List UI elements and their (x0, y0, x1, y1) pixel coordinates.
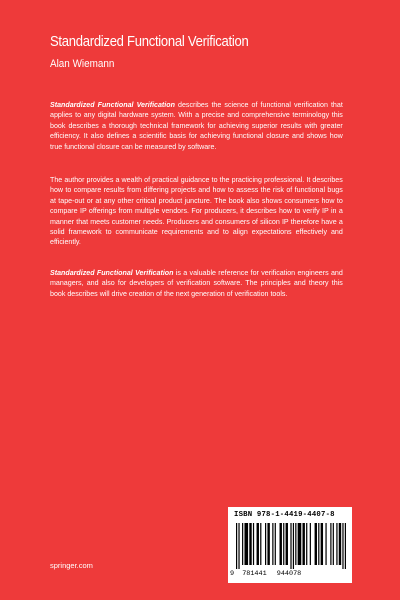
barcode-bar (302, 523, 304, 565)
barcode-digits (230, 570, 350, 578)
blurb-paragraph-1-text: describes the science of functional verification that applies to any digital hardware system. With a precise and comprehensive terminology this book describes a thorough technical framework for achieving superior results with greater efficiency. It also defines a scientific basis for achieving functional closure and shows how true functional closure can be measured by software. (50, 100, 343, 151)
barcode-bar (238, 523, 239, 569)
barcode-bar (310, 523, 311, 565)
barcode-bar (257, 523, 259, 565)
barcode-bar (280, 523, 282, 565)
isbn-barcode (228, 507, 352, 583)
barcode-bar (265, 523, 266, 565)
barcode-bar (244, 523, 248, 565)
barcode-bar (342, 523, 343, 569)
blurb-paragraph-2: The author provides a wealth of practical guidance to the practicing professional. It describes how to compare results from differing projects and how to assess the risk of functional bugs at tape-out or at any other critical product juncture. The book also shows consumers how to compare IP offerings from multiple vendors. For producers, it describes how to verify IP in a manner that meets customer needs. Producers and consumers of silicon IP therefore have a solid framework to communicate requirements and to align expectations effectively and efficiently. (50, 175, 343, 247)
barcode-bar (336, 523, 337, 565)
barcode-bar (242, 523, 243, 565)
barcode-bars (236, 523, 346, 569)
blurb-paragraph-1 (50, 100, 343, 152)
barcode-bar (272, 523, 273, 565)
barcode-bar (260, 523, 261, 565)
blurb-emphasis-title: Standardized Functional Verification (50, 268, 174, 277)
barcode-bar (253, 523, 254, 565)
book-author: Alan Wiemann (50, 58, 115, 70)
barcode-bar (298, 523, 302, 565)
barcode-bar (283, 523, 284, 565)
barcode-bar (330, 523, 331, 565)
barcode-bar (306, 523, 307, 565)
barcode-bar (333, 523, 334, 565)
barcode-bar (345, 523, 346, 569)
barcode-first-digit: 9 (230, 570, 235, 578)
blurb-emphasis-title: Standardized Functional Verification (50, 100, 175, 109)
barcode-bar (236, 523, 237, 569)
blurb-paragraph-3-text: is a valuable reference for verification engineers and managers, and also for developers of verification software. The principles and theory this book describes will drive creation of the next generation of verification tools. (50, 268, 343, 298)
barcode-right-digits: 944078 (276, 570, 302, 578)
barcode-bar (293, 523, 294, 569)
isbn-label: ISBN 978-1-4419-4407-8 (234, 511, 335, 519)
barcode-bar (267, 523, 269, 565)
barcode-bar (318, 523, 319, 565)
blurb-paragraph-3 (50, 268, 343, 299)
barcode-bar (290, 523, 291, 569)
barcode-bar (325, 523, 326, 565)
barcode-bar (321, 523, 323, 565)
publisher-url: springer.com (50, 561, 93, 570)
barcode-bar (249, 523, 251, 565)
book-title: Standardized Functional Verification (50, 34, 249, 50)
barcode-bar (275, 523, 276, 565)
barcode-bar (339, 523, 341, 565)
barcode-bar (315, 523, 317, 565)
barcode-left-digits: 781441 (242, 570, 267, 578)
barcode-bar (295, 523, 296, 565)
barcode-bar (286, 523, 288, 565)
